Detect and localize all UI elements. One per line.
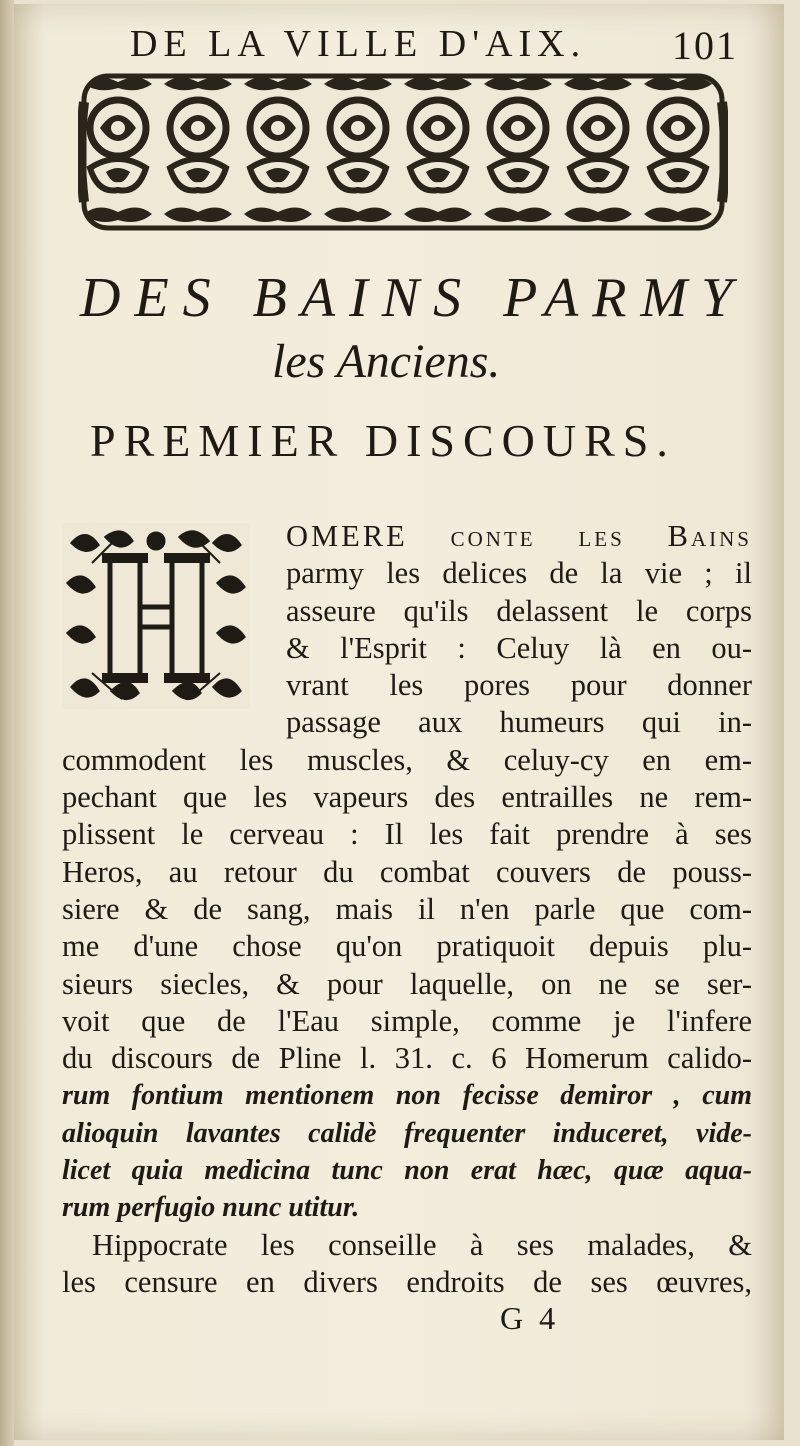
text-line: du discours de Pline l. 31. c. 6 Homerum calido- [62,1041,752,1076]
text-line: passage aux humeurs qui in- [286,705,752,740]
body-text [62,518,752,1301]
text-line: Heros, au retour du combat couvers de pouss- [62,854,752,889]
text-line: siere & de sang, mais il n'en parle que com- [62,891,752,926]
text-line: voit que de l'Eau simple, comme je l'infere [62,1003,752,1038]
text-line: OMERE conte les Bains [286,519,752,553]
text-line: Hippocrate les conseille à ses malades, & [92,1227,752,1262]
text-line: plissent le cerveau : Il les fait prendre à ses [62,817,752,852]
signature-mark: G 4 [500,1300,560,1336]
text-line: vrant les pores pour donner [286,668,752,703]
headpiece-ornament-icon [78,72,728,232]
binding-gutter [0,0,14,1446]
latin-quote-line: rum perfugio nunc utitur. [62,1192,360,1224]
chapter-subtitle: PREMIER DISCOURS. [90,415,676,466]
latin-quote-line: licet quia medicina tunc non erat hæc, quæ aqua- [62,1155,752,1187]
text-line: parmy les delices de la vie ; il [286,556,752,591]
latin-quote-line: rum fontium mentionem non fecisse demiror , cum [62,1080,752,1112]
text-line: asseure qu'ils delassent le corps [286,593,752,628]
text-line: me d'une chose qu'on pratiquoit depuis plu- [62,929,752,964]
text-line: les censure en divers endroits de ses œuvres, [62,1264,752,1299]
page-number: 101 [672,23,738,68]
chapter-title-continued: les Anciens. [272,335,501,388]
latin-quote-line: alioquin lavantes calidè frequenter induceret, vide- [62,1117,752,1149]
text-line: pechant que les vapeurs des entrailles ne rem- [62,780,752,815]
running-title: DE LA VILLE D'AIX. [130,23,587,65]
text-line: commodent les muscles, & celuy-cy en em- [62,742,752,777]
text-line: & l'Esprit : Celuy là en ou- [286,630,752,665]
text-line: sieurs siecles, & pour laquelle, on ne se ser- [62,966,752,1001]
running-header [130,22,750,72]
chapter-title: DES BAINS PARMY [80,267,747,329]
